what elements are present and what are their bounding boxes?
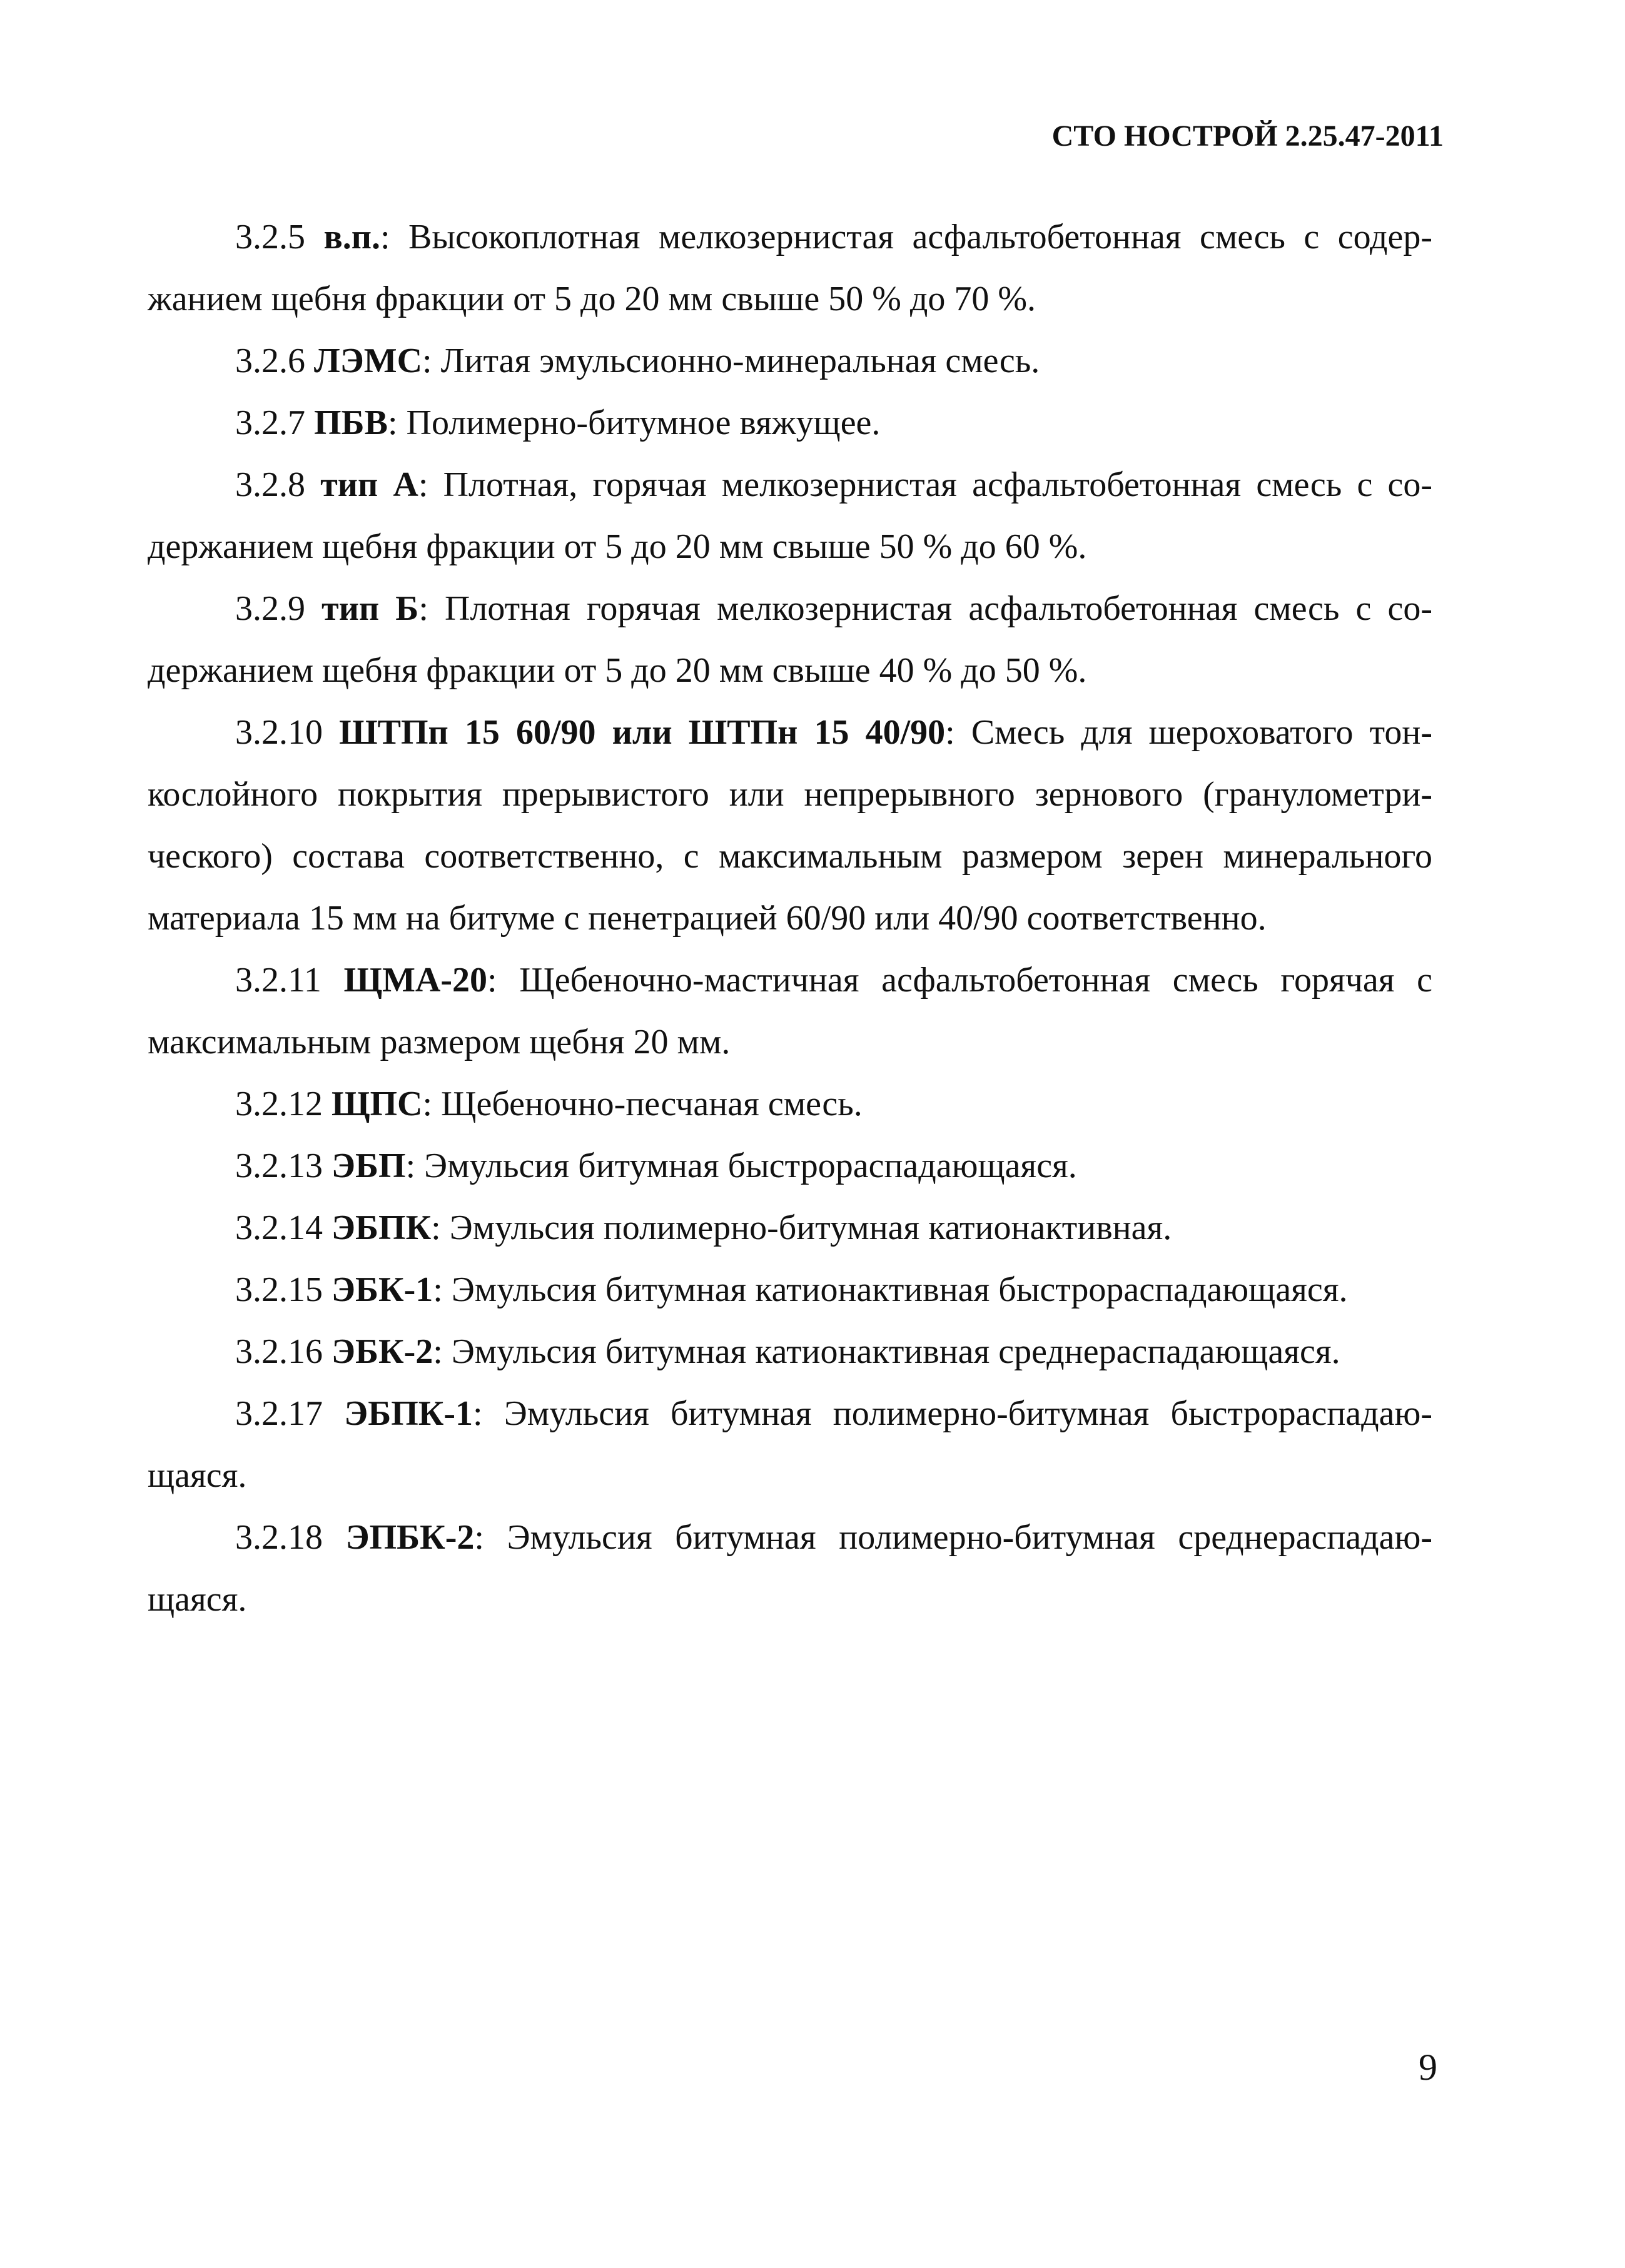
definition-term: тип Б	[321, 589, 419, 628]
definition-3-2-14	[148, 1197, 1432, 1259]
definition-number: 3.2.10	[235, 713, 340, 752]
definition-3-2-17	[148, 1383, 1432, 1507]
definition-term: ЩМА-20	[343, 961, 488, 1000]
definition-3-2-10	[148, 702, 1432, 949]
definition-3-2-11	[148, 949, 1432, 1073]
definition-3-2-8	[148, 454, 1432, 578]
definition-number: 3.2.8	[235, 465, 321, 504]
definition-term: ШТПп 15 60/90 или ШТПн 15 40/90	[339, 713, 946, 752]
definition-text: : Щебеночно-мастичная асфальтобетонная смесь горячая с максимальным размером щебня 20 мм.	[148, 961, 1432, 1061]
definition-number: 3.2.6	[235, 342, 314, 380]
definition-number: 3.2.7	[235, 403, 314, 442]
definition-term: ПБВ	[314, 403, 388, 442]
definition-text: : Щебеночно-песчаная смесь.	[422, 1085, 863, 1123]
definition-number: 3.2.14	[235, 1208, 332, 1247]
definition-term: ЭБК-1	[332, 1270, 433, 1309]
definition-term: тип А	[320, 465, 418, 504]
definition-term: ЭБПК	[332, 1208, 432, 1247]
definition-3-2-9	[148, 578, 1432, 702]
definition-text: : Смесь для шероховатого тонкослойного покрытия прерывистого или непрерывного зернового (гранулометрического) состава соответственно, с максимальным размером зерен минерального материала 15 мм на битуме с пенетрацией 60/90 или 40/90 соответственно.	[148, 713, 1432, 938]
definition-text: : Полимерно-битумное вяжущее.	[387, 403, 881, 442]
definition-3-2-13	[148, 1135, 1432, 1197]
definition-term: ЭБК-2	[332, 1332, 433, 1371]
definition-number: 3.2.9	[235, 589, 322, 628]
definition-text: : Эмульсия битумная быстрораспадающаяся.	[405, 1147, 1077, 1185]
definition-term: ЩПС	[332, 1085, 423, 1123]
definitions-list	[148, 206, 1432, 1631]
definition-number: 3.2.15	[235, 1270, 332, 1309]
definition-3-2-6	[148, 330, 1432, 392]
definition-3-2-5	[148, 206, 1432, 330]
definition-number: 3.2.11	[235, 961, 344, 1000]
definition-number: 3.2.13	[235, 1147, 332, 1185]
definition-3-2-16	[148, 1321, 1432, 1383]
definition-text: : Высокоплотная мелкозернистая асфальтобетонная смесь с содержанием щебня фракции от 5 до 20 мм свыше 50 % до 70 %.	[148, 218, 1433, 318]
definition-text: : Эмульсия битумная полимерно-битумная быстрораспадающаяся.	[148, 1394, 1432, 1495]
definition-number: 3.2.18	[235, 1518, 346, 1557]
definition-number: 3.2.16	[235, 1332, 332, 1371]
definition-text: : Эмульсия полимерно-битумная катионактивная.	[431, 1208, 1172, 1247]
definition-term: в.п.	[323, 218, 380, 256]
definition-term: ЭБПК-1	[344, 1394, 473, 1433]
definition-text: : Плотная горячая мелкозернистая асфальтобетонная смесь с содержанием щебня фракции от 5 до 20 мм свыше 40 % до 50 %.	[148, 589, 1432, 690]
definition-3-2-15	[148, 1259, 1432, 1321]
definition-3-2-12	[148, 1073, 1432, 1135]
definition-term: ЭБП	[332, 1147, 406, 1185]
definition-number: 3.2.5	[235, 218, 324, 256]
definition-text: : Литая эмульсионно-минеральная смесь.	[422, 342, 1040, 380]
definition-text: : Плотная, горячая мелкозернистая асфальтобетонная смесь с содержанием щебня фракции от 5 до 20 мм свыше 50 % до 60 %.	[148, 465, 1432, 566]
definition-3-2-7	[148, 392, 1432, 454]
definition-text: : Эмульсия битумная катионактивная быстрораспадающаяся.	[433, 1270, 1348, 1309]
definition-text: : Эмульсия битумная катионактивная среднераспадающаяся.	[433, 1332, 1340, 1371]
document-code-header: СТО НОСТРОЙ 2.25.47-2011	[1051, 119, 1444, 153]
definition-number: 3.2.12	[235, 1085, 332, 1123]
definition-3-2-18	[148, 1507, 1432, 1631]
definition-number: 3.2.17	[235, 1394, 345, 1433]
page-number: 9	[1419, 2047, 1437, 2088]
definition-term: ЛЭМС	[314, 342, 423, 380]
definition-term: ЭПБК-2	[345, 1518, 475, 1557]
definition-text: : Эмульсия битумная полимерно-битумная среднераспадающаяся.	[148, 1518, 1433, 1619]
